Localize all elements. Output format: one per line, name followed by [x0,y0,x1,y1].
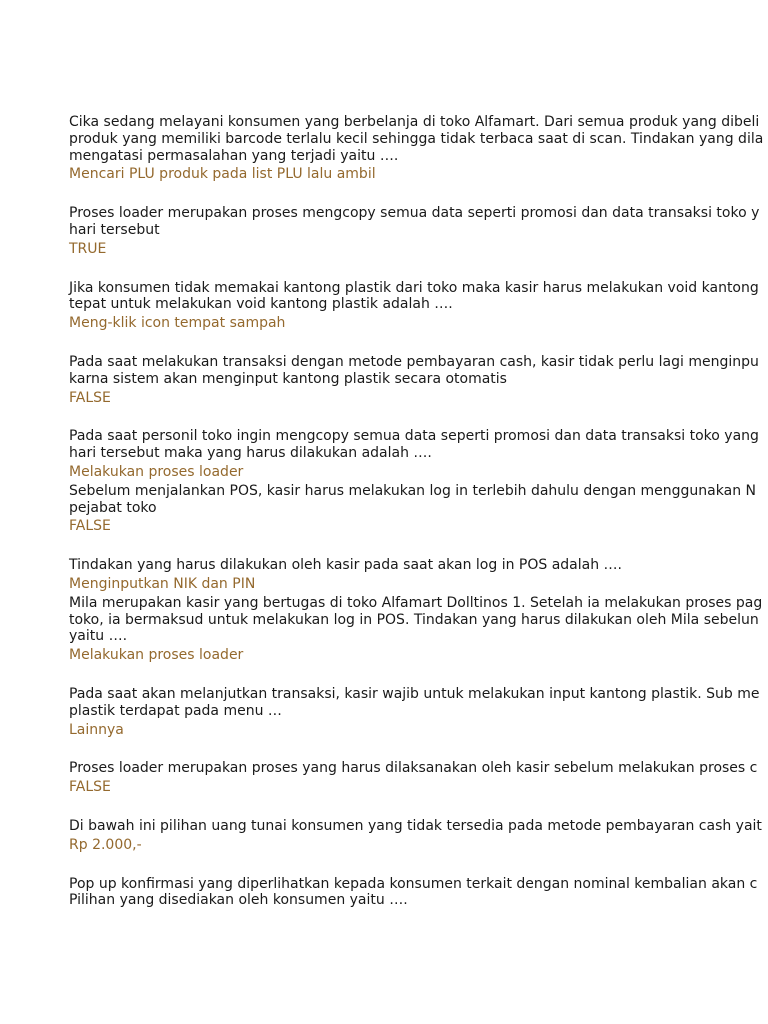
answer-text: FALSE [69,779,111,796]
answer-text: Mencari PLU produk pada list PLU lalu ambil [69,166,376,183]
answer-text: Meng-klik icon tempat sampah [69,315,286,332]
qa-item [69,428,768,480]
qa-list [69,114,768,909]
answer-text: Melakukan proses loader [69,647,244,664]
question-text: Mila merupakan kasir yang bertugas di toko Alfamart Dolltinos 1. Setelah ia melakukan proses pag toko, ia bermaksud untuk melakukan log in POS. Tindakan yang harus dilakukan oleh Mila sebelun yaitu …. [69,594,763,645]
qa-item [69,557,768,593]
question-text: Jika konsumen tidak memakai kantong plastik dari toko maka kasir harus melakukan void kantong tepat untuk melakukan void kantong plastik adalah …. [69,279,759,313]
answer-text: Melakukan proses loader [69,463,244,480]
question-text: Pop up konfirmasi yang diperlihatkan kepada konsumen terkait dengan nominal kembalian akan c Pilihan yang disediakan oleh konsumen yaitu …. [69,875,758,909]
question-text: Sebelum menjalankan POS, kasir harus melakukan log in terlebih dahulu dengan menggunakan N pejabat toko [69,482,756,516]
question-text: Proses loader merupakan proses mengcopy semua data seperti promosi dan data transaksi toko y hari tersebut [69,205,760,238]
question-text: Di bawah ini pilihan uang tunai konsumen yang tidak tersedia pada metode pembayaran cash yait [69,817,762,834]
question-text: Proses loader merupakan proses yang harus dilaksanakan oleh kasir sebelum melakukan proses c [69,760,758,777]
qa-item [69,686,768,738]
question-text: Pada saat melakukan transaksi dengan metode pembayaran cash, kasir tidak perlu lagi menginpu karna sistem akan menginput kantong plastik secara otomatis [69,353,759,387]
answer-text: Menginputkan NIK dan PIN [69,575,256,592]
answer-text: Rp 2.000,- [69,836,142,853]
qa-item [69,760,768,796]
qa-item [69,818,768,854]
question-text: Cika sedang melayani konsumen yang berbelanja di toko Alfamart. Dari semua produk yang dibeli produk yang memiliki barcode terlalu kecil sehingga tidak terbaca saat di scan. Tindakan yang dila mengatasi permasalahan yang terjadi yaitu …. [69,114,764,164]
question-text: Pada saat personil toko ingin mengcopy semua data seperti promosi dan data transaksi toko yang hari tersebut maka yang harus dilakukan adalah …. [69,428,759,462]
answer-text: FALSE [69,389,111,406]
answer-text: TRUE [69,240,107,257]
question-text: Tindakan yang harus dilakukan oleh kasir pada saat akan log in POS adalah …. [69,557,622,574]
qa-item [69,280,768,332]
answer-text: FALSE [69,518,111,535]
qa-item [69,595,768,664]
qa-item [69,354,768,406]
qa-item [69,114,768,183]
answer-text: Lainnya [69,721,124,738]
qa-item [69,205,768,257]
qa-item [69,876,768,910]
qa-item [69,483,768,535]
question-text: Pada saat akan melanjutkan transaksi, kasir wajib untuk melakukan input kantong plastik. Sub me plastik terdapat pada menu … [69,685,760,719]
